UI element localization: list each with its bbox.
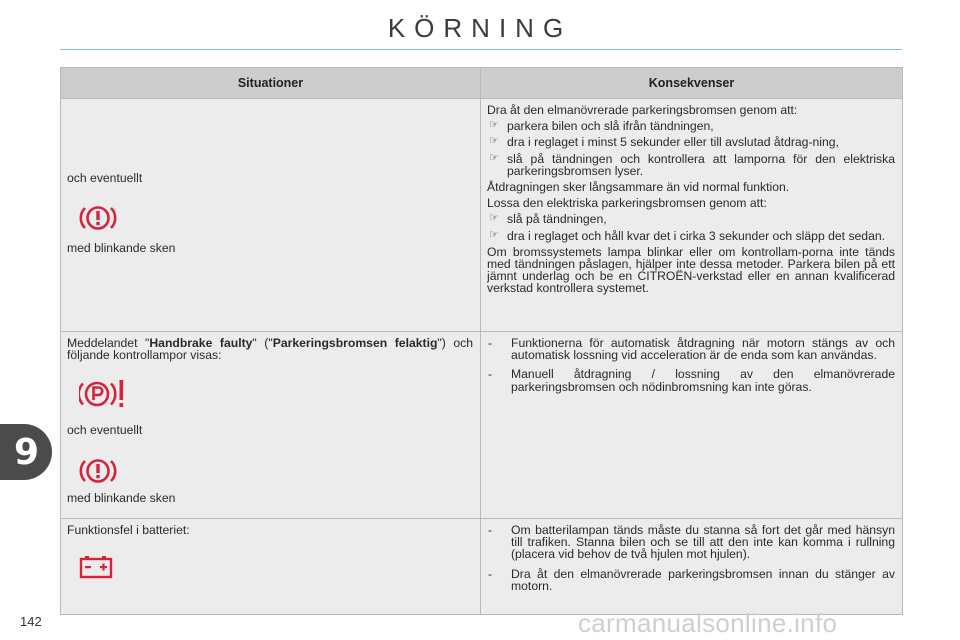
parking-brake-fault-icon [79,378,127,410]
chapter-number: 9 [14,432,40,473]
watermark: carmanualsonline.info [578,608,838,638]
flashing-text: med blinkande sken [67,491,176,505]
table-row [61,332,903,519]
finger-bullet-icon: ☞ [489,151,499,164]
chapter-tab [0,424,52,480]
list-item: - Funktionerna för automatisk åtdragning när motorn stängs av och automatisk lossning vid acceleration är de enda som kan användas. [488,336,895,363]
table-row [61,519,903,615]
message-swedish: Parkeringsbromsen felaktig [272,336,438,350]
release-steps-list [487,213,895,241]
header-consequences: Konsekvenser [481,68,903,99]
title-divider [60,49,902,50]
list-item: - Om batterilampan tänds måste du stanna så fort det går med hänsyn till trafiken. Stanna bilen och se till att den inte kan komma i rullning (placera vid behov de två hjulen mot hjulen). [488,523,895,562]
message-english: Handbrake faulty [149,336,253,350]
situation-cell [61,332,481,519]
situation-cell [61,99,481,332]
finger-bullet-icon: ☞ [489,212,499,225]
table-row [61,99,903,332]
list-item: ☞ slå på tändningen och kontrollera att lamporna för den elektriska parkeringsbromsen lyser. [489,151,895,178]
page-number: 142 [20,614,42,629]
apply-intro: Dra åt den elmanövrerade parkeringsbromsen genom att: [487,103,798,117]
message-text: Meddelandet "Handbrake faulty" ("Parkeringsbromsen felaktig") och följande kontrollampor visas: [67,336,473,363]
list-item: ☞ parkera bilen och slå ifrån tändningen, [489,119,714,134]
closing-paragraph: Om bromssystemets lampa blinkar eller om kontrollam-porna inte tänds med tändningen påslagen, hjälper inte dessa metoder. Parkera bilen på ett jämnt underlag och be en CITROËN-verkstad eller en annan kvalificerad verkstad kontrollera systemet. [487,244,895,296]
list-item: ☞ dra i reglaget och håll kvar det i cirka 3 sekunder och släpp det sedan. [489,228,886,243]
warning-situations-table [60,67,903,615]
consequence-list [487,524,895,592]
consequence-cell [481,519,903,615]
list-item: ☞ slå på tändningen, [489,212,607,227]
flashing-text: med blinkande sken [67,241,176,255]
finger-bullet-icon: ☞ [489,228,499,241]
list-item: - Manuell åtdragning / lossning av den elmanövrerade parkeringsbromsen och nödinbromsning kan inte göras. [488,367,895,394]
release-intro: Lossa den elektriska parkeringsbromsen genom att: [487,196,767,211]
battery-fault-text: Funktionsfel i batteriet: [67,523,190,537]
header-situations: Situationer [61,68,481,99]
brake-warning-icon [79,456,117,486]
consequence-cell [481,99,903,332]
and-possibly-text: och eventuellt [67,171,143,185]
slower-note: Åtdragningen sker långsammare än vid normal funktion. [487,180,790,195]
situation-cell [61,519,481,615]
list-item: ☞ dra i reglaget i minst 5 sekunder eller till avslutad åtdrag-ning, [489,135,839,150]
apply-steps-list [487,120,895,177]
chapter-title: KÖRNING [387,13,573,43]
finger-bullet-icon: ☞ [489,119,499,132]
battery-icon [79,555,113,579]
consequence-list [487,337,895,393]
and-possibly-text: och eventuellt [67,423,143,437]
finger-bullet-icon: ☞ [489,135,499,148]
brake-warning-icon [79,203,117,233]
list-item: - Dra åt den elmanövrerade parkeringsbromsen innan du stänger av motorn. [488,566,895,593]
table-header-row [61,68,903,99]
consequence-cell [481,332,903,519]
